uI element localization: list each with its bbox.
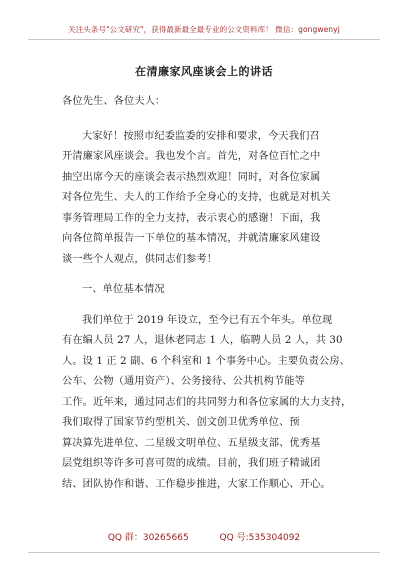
footer-qq-group: QQ 群：30265665 [107,533,189,543]
section-heading: 一、单位基本情况 [82,284,165,295]
header-banner: 关注头条号"公文研究"，获得最新最全最专业的公文资料库！ 微信：gongwenyj [68,25,340,34]
text-line: 向各位简单报告一下单位的基本情况，并就清廉家风建设 [62,233,321,244]
paragraph-basic-info [62,311,352,496]
footer-qq-number: QQ 号:535304092 [219,533,301,543]
text-line: 结、团队协作和谐、工作稳步推进，大家工作顺心、开心。 [62,478,331,490]
document-body [62,92,352,495]
header-divider [28,39,380,40]
text-line: 我们单位于 2019 年设立，至今已有五个年头。单位现 [82,314,333,326]
text-line: 我们取得了国家节约型机关、创文创卫优秀单位、预 [62,417,300,428]
text-line: 人。设 1 正 2 副、6 个科室和 1 个事务中心。主要负责公房、 [62,355,351,367]
text-line: 大家好！按照市纪委监委的安排和要求，今天我们召 [82,130,320,142]
text-line: 算决算先进单位、二星级文明单位、五星级支部、优秀基 [62,437,321,449]
footer-contact [0,530,408,543]
page-title: 在清廉家风座谈会上的讲话 [135,65,273,78]
text-line: 抽空出席今天的座谈会表示热烈欢迎！同时，对各位家属 [62,171,321,183]
paragraph-intro [62,127,352,271]
text-line: 事务管理局工作的全力支持，表示衷心的感谢！下面，我 [62,212,321,224]
text-line: 层党组织等许多可喜可贺的成绩。目前，我们班子精诚团 [62,458,321,469]
salutation: 各位先生、各位夫人： [62,96,166,107]
footer-divider [28,552,380,553]
text-line: 工作。近年来，通过同志们的共同努力和各位家属的大力支持， [62,396,352,408]
text-line: 对各位先生、夫人的工作给予全身心的支持，也就是对机关 [62,192,331,203]
text-line: 有在编人员 27 人，退休老同志 1 人，临聘人员 2 人，共 30 [62,335,343,346]
text-line: 开清廉家风座谈会。我也发个言。首先，对各位百忙之中 [62,151,321,162]
text-line: 谈一些个人观点，供同志们参考！ [62,253,218,265]
text-line: 公车、公物（通用资产）、公务接待、公共机构节能等 [62,376,305,387]
